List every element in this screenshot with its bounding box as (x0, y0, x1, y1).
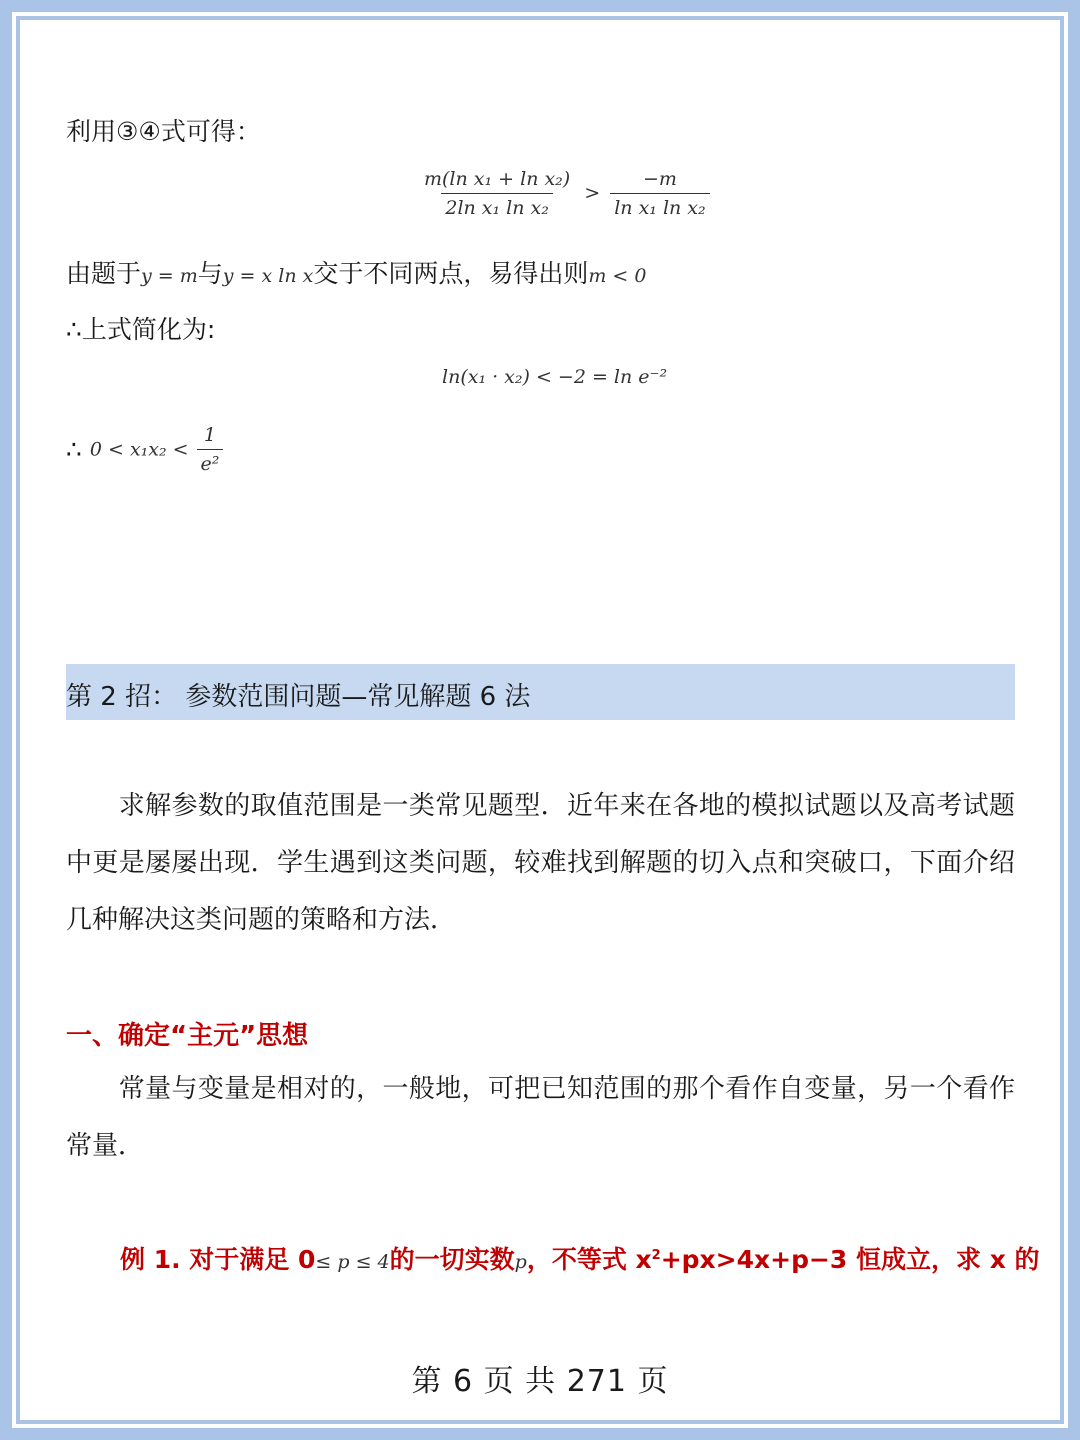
therefore-symbol: ∴ (66, 435, 82, 464)
example-superscript: 2 (651, 1248, 661, 1263)
example-suffix-b: +px>4x+p−3 恒成立，求 x 的 (660, 1245, 1040, 1274)
intersect-suffix: 交于不同两点，易得出则 (313, 259, 589, 288)
text-intersection (66, 254, 646, 290)
example-p: p (514, 1251, 527, 1273)
left-numerator: m(ln x₁ + ln x₂) (424, 168, 571, 190)
final-denominator: e² (197, 449, 224, 475)
example-prefix: 例 1. 对于满足 0 (120, 1245, 316, 1274)
heading1-paragraph: 常量与变量是相对的，一般地，可把已知范围的那个看作自变量，另一个看作常量． (66, 1074, 1015, 1161)
final-numerator: 1 (203, 424, 217, 446)
heading-main-element: 一、确定“主元”思想 (66, 1021, 309, 1051)
text-use-formulas: 利用③④式可得： (66, 117, 261, 146)
example-1 (120, 1240, 1040, 1276)
final-inequality (66, 424, 223, 475)
intersect-mid: 与 (197, 259, 223, 288)
greater-than-sign: > (584, 181, 601, 204)
page-border-inner (16, 16, 1064, 1424)
example-mid: 的一切实数 (389, 1245, 515, 1274)
eq-y-equals-m: y = m (141, 265, 198, 287)
intersect-prefix: 由题于 (66, 259, 142, 288)
right-numerator: −m (642, 168, 677, 190)
text-simplify: ∴上式简化为: (66, 315, 216, 344)
example-condition: ≤ p ≤ 4 (315, 1251, 390, 1273)
final-left: 0 < x₁x₂ < (89, 438, 189, 461)
right-denominator: ln x₁ ln x₂ (610, 193, 709, 219)
final-fraction (197, 424, 224, 475)
page-footer: 第 6 页 共 271 页 (411, 1364, 669, 1399)
example-suffix-a: ，不等式 x (526, 1245, 652, 1274)
intro-paragraph: 求解参数的取值范围是一类常见题型．近年来在各地的模拟试题以及高考试题中更是屡屡出现．学生遇到这类问题，较难找到解题的切入点和突破口，下面介绍几种解决这类问题的策略和方法． (66, 791, 1015, 935)
ln-inequality: ln(x₁ · x₂) < −2 = ln e⁻² (442, 366, 668, 388)
inequality-fraction (420, 168, 710, 219)
right-fraction (610, 168, 709, 219)
left-fraction (420, 168, 574, 219)
eq-y-equals-xlnx: y = x ln x (222, 265, 314, 287)
section-title: 第 2 招： 参数范围问题—常见解题 6 法 (66, 682, 531, 712)
m-less-than-zero: m < 0 (588, 265, 647, 287)
left-denominator: 2ln x₁ ln x₂ (441, 193, 553, 219)
